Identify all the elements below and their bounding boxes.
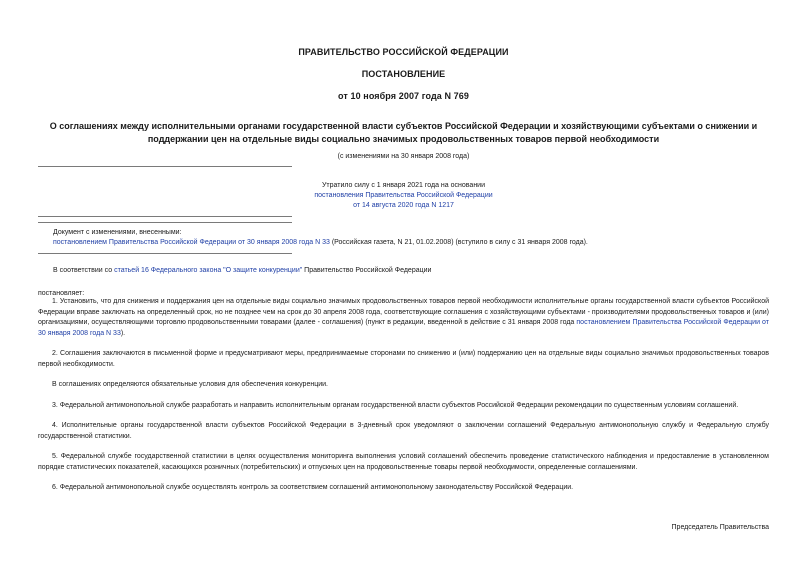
expiry-link-1[interactable]: постановления Правительства Российской Федерации [314,192,493,199]
expiry-link-2[interactable]: от 14 августа 2020 года N 1217 [353,202,454,209]
document-title [0,120,807,146]
divider [38,166,292,167]
preamble [53,266,769,276]
changes-line [53,238,769,248]
paragraph-3: 3. Федеральной антимонопольной службе разработать и направить исполнительным органам государственной власти субъектов Российской Федерации рекомендации по существенным условиям соглашений. [52,402,739,409]
paragraph-5: 5. Федеральной службе государственной статистики в целях осуществления мониторинга выполнения условий соглашений обеспечить проведение статистического наблюдения и предоставление в установленном порядке статистических показателей, касающихся розничных (потребительских) и отпускных цен на продовольственные товары первой необходимости, определенные соглашениями. [38,453,769,471]
law-article-link[interactable]: статьей 16 Федерального закона "О защите конкуренции" [114,267,303,274]
paragraph-1 [38,297,769,339]
paragraph-4: 4. Исполнительные органы государственной власти субъектов Российской Федерации в 3-дневный срок уведомляют о заключении соглашений Федеральную антимонопольную службу и Федеральную службу государственной статистики. [38,422,769,440]
doc-type-heading: ПОСТАНОВЛЕНИЕ [361,69,446,79]
divider [38,253,292,254]
amendments-note: (с изменениями на 30 января 2008 года) [337,153,470,160]
paragraph-2-continued: В соглашениях определяются обязательные условия для обеспечения конкуренции. [52,381,328,388]
preamble-before: В соответствии со [53,267,115,274]
divider [38,216,292,217]
preamble-after: Правительство Российской Федерации [302,267,432,274]
changes-link[interactable]: постановлением Правительства Российской Федерации от 30 января 2008 года N 33 [53,239,330,246]
government-heading: ПРАВИТЕЛЬСТВО РОССИЙСКОЙ ФЕДЕРАЦИИ [298,47,509,57]
expiry-note [0,181,807,211]
title-line-1: О соглашениях между исполнительными органами государственной власти субъектов Российской Федерации и хозяйствующими субъектами о снижении и [49,121,758,131]
paragraph-6: 6. Федеральной антимонопольной службе осуществлять контроль за соответствием соглашений антимонопольному законодательству Российской Федерации. [52,484,574,491]
paragraph-2: 2. Соглашения заключаются в письменной форме и предусматривают меры, предпринимаемые сторонами по снижению и (или) поддержанию цен на отдельные виды социально значимых продовольственных товаров первой необходимости. [38,350,769,368]
divider [38,222,292,223]
changes-block [53,228,769,248]
paragraph-1-end: ). [120,329,126,337]
date-number-heading: от 10 ноября 2007 года N 769 [337,91,469,101]
resolves-label: постановляет: [38,290,85,297]
signature-title: Председатель Правительства [671,524,769,531]
changes-source: (Российская газета, N 21, 01.02.2008) (вступило в силу с 31 января 2008 года). [329,239,588,246]
paragraph-1-link[interactable]: постановлением Правительства Российской Федерации от 30 января 2008 года N 33 [38,319,769,337]
paragraph-1-text: 1. Установить, что для снижения и поддержания цен на отдельные виды социально значимых продовольственных товаров первой необходимости исполнительные органы государственной власти субъектов Российской Федерации вправе заключать на определенный срок, но не позднее чем на срок до 30 апреля 2008 года, соответствующие соглашения с хозяйствующими субъектами - производителями продовольственных товаров и (или) организациями, осуществляющими торговлю продовольственными товарами (далее - соглашения) (пункт в редакции, введенной в действие с 31 января 2008 года [38,298,769,326]
expiry-line: Утратило силу с 1 января 2021 года на основании [321,182,486,189]
changes-intro: Документ с изменениями, внесенными: [53,229,182,236]
title-line-2: поддержании цен на отдельные виды социально значимых продовольственных товаров первой необходимости [147,134,660,144]
